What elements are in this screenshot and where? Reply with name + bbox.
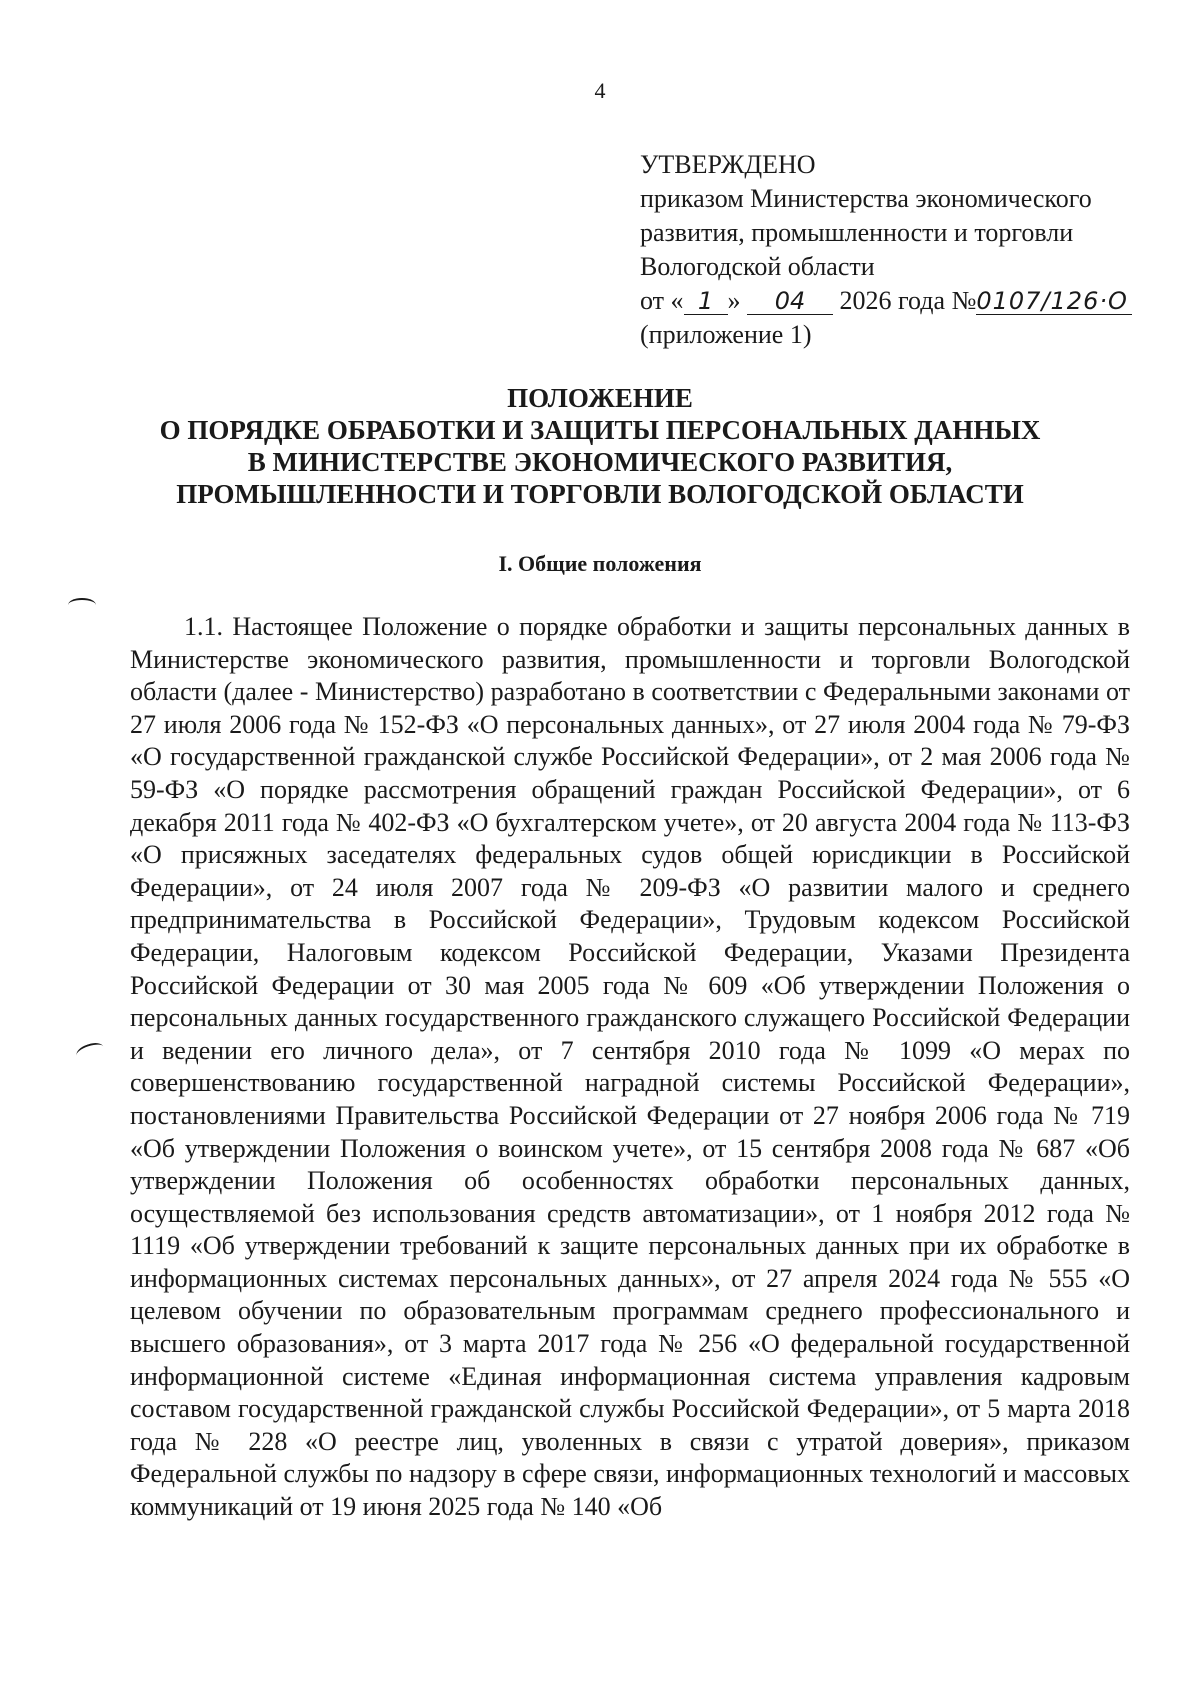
order-number-handwritten: 0107/126·О <box>976 288 1132 315</box>
title-line-3: В МИНИСТЕРСТВЕ ЭКОНОМИЧЕСКОГО РАЗВИТИЯ, <box>247 447 953 477</box>
approval-block <box>640 148 1160 352</box>
approval-date-line <box>640 284 1160 318</box>
title-line-4: ПРОМЫШЛЕННОСТИ И ТОРГОВЛИ ВОЛОГОДСКОЙ ОБЛАСТИ <box>176 479 1024 509</box>
date-month-handwritten: 04 <box>747 288 833 315</box>
date-day-handwritten: 1 <box>684 288 728 315</box>
approval-annex: (приложение 1) <box>640 320 812 349</box>
title-line-1: ПОЛОЖЕНИЕ <box>507 383 693 413</box>
document-title <box>0 382 1200 510</box>
paragraph-1-1: 1.1. Настоящее Положение о порядке обработки и защиты персональных данных в Министерстве экономического развития, промышленности и торговли Вологодской области (далее - Министерство) разработано в соответствии с Федеральными законами от 27 июля 2006 года № 152-ФЗ «О персональных данных», от 27 июля 2004 года № 79-ФЗ «О государственной гражданской службе Российской Федерации», от 2 мая 2006 года № 59-ФЗ «О порядке рассмотрения обращений граждан Российской Федерации», от 6 декабря 2011 года № 402-ФЗ «О бухгалтерском учете», от 20 августа 2004 года № 113-ФЗ «О присяжных заседателях федеральных судов общей юрисдикции в Российской Федерации», от 24 июля 2007 года № 209-ФЗ «О развитии малого и среднего предпринимательства в Российской Федерации», Трудовым кодексом Российской Федерации, Налоговым кодексом Российской Федерации, Указами Президента Российской Федерации от 30 мая 2005 года № 609 «Об утверждении Положения о персональных данных государственного гражданского служащего Российской Федерации и ведении его личного дела», от 7 сентября 2010 года № 1099 «О мерах по совершенствованию государственной наградной системы Российской Федерации», постановлениями Правительства Российской Федерации от 27 ноября 2006 года № 719 «Об утверждении Положения о воинском учете», от 15 сентября 2008 года № 687 «Об утверждении Положения об особенностях обработки персональных данных, осуществляемой без использования средств автоматизации», от 1 ноября 2012 года № 1119 «Об утверждении требований к защите персональных данных при их обработке в информационных системах персональных данных», от 27 апреля 2024 года № 555 «О целевом обучении по образовательным программам среднего профессионального и высшего образования», от 3 марта 2017 года № 256 «О федеральной государственной информационной системе «Единая информационная система управления кадровым составом государственной гражданской службы Российской Федерации», от 5 марта 2018 года № 228 «О реестре лиц, уволенных в связи с утратой доверия», приказом Федеральной службы по надзору в сфере связи, информационных технологий и массовых коммуникаций от 19 июня 2025 года № 140 «Об <box>130 612 1130 1522</box>
approval-line-1: приказом Министерства экономического <box>640 184 1092 213</box>
date-prefix: от « <box>640 286 684 315</box>
approval-line-3: Вологодской области <box>640 252 875 281</box>
title-line-2: О ПОРЯДКЕ ОБРАБОТКИ И ЗАЩИТЫ ПЕРСОНАЛЬНЫХ ДАННЫХ <box>159 415 1041 445</box>
margin-mark <box>75 1040 106 1062</box>
page-number: 4 <box>594 78 606 103</box>
section-heading: I. Общие положения <box>498 551 702 576</box>
margin-mark <box>68 598 96 612</box>
date-year-text: 2026 года № <box>839 286 977 315</box>
approval-heading: УТВЕРЖДЕНО <box>640 150 816 179</box>
approval-line-2: развития, промышленности и торговли <box>640 218 1074 247</box>
date-quote-close: » <box>727 286 741 315</box>
